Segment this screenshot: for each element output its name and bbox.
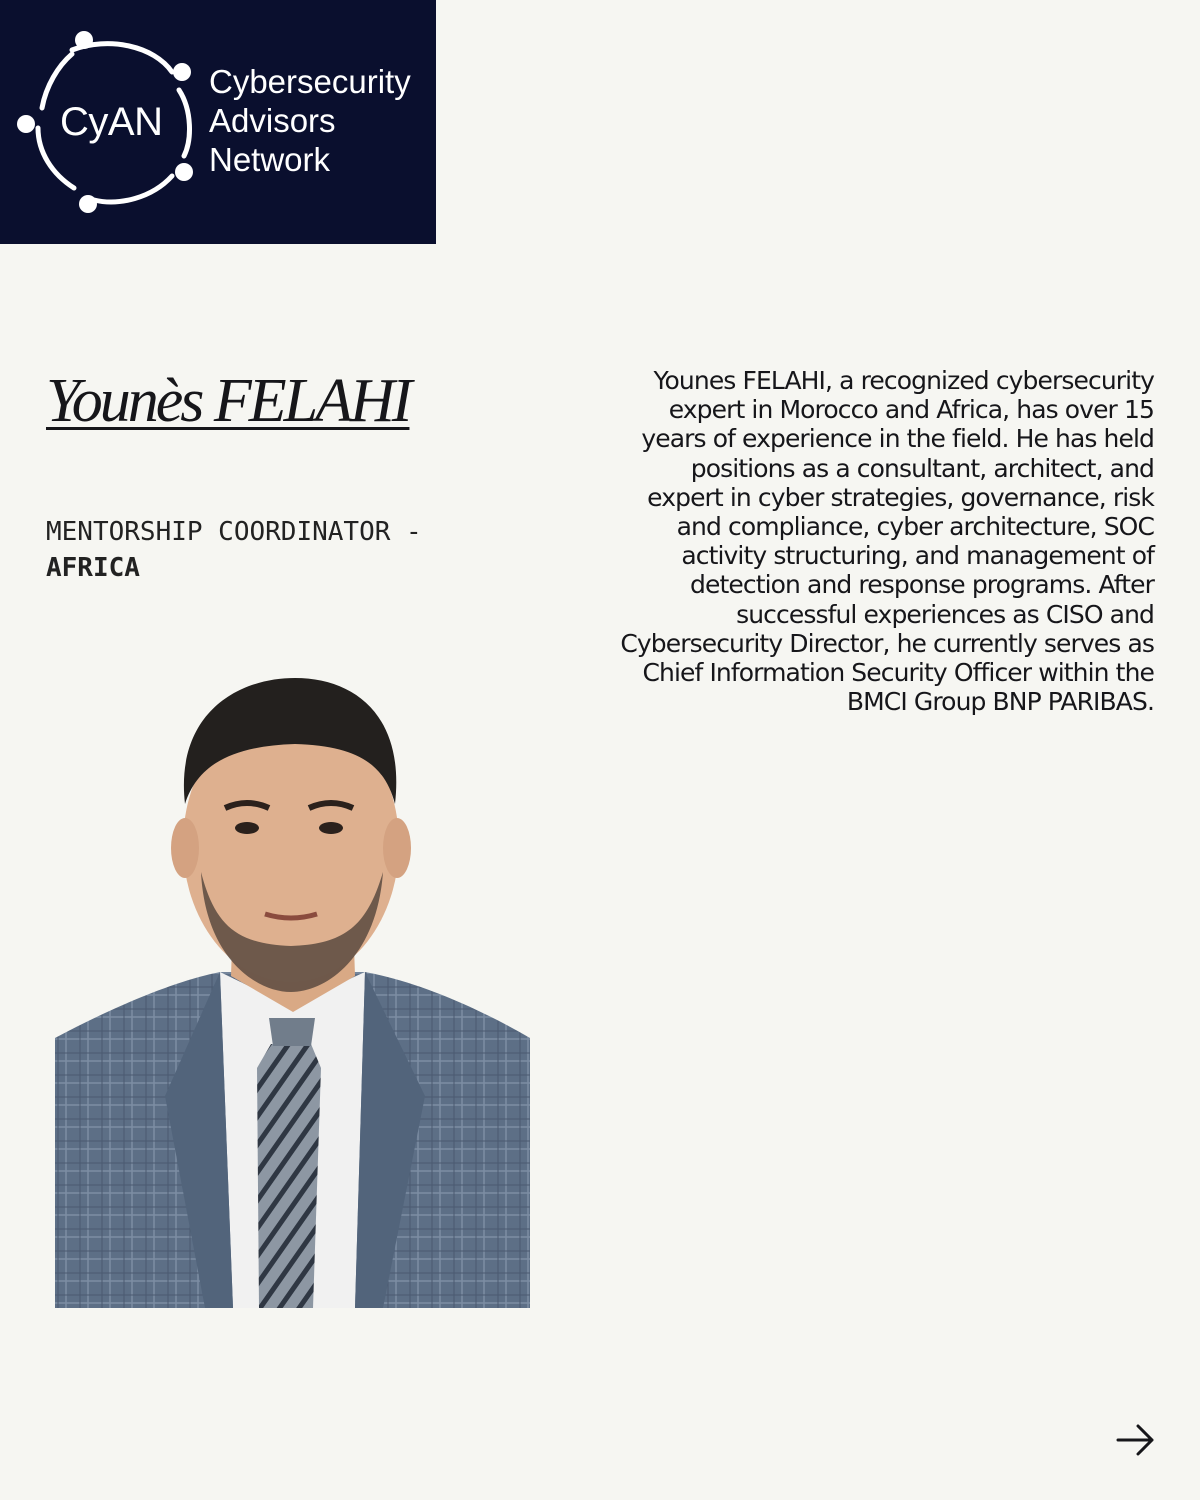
role-region: AFRICA [46, 553, 140, 583]
profile-photo [55, 676, 530, 1308]
role-title [46, 514, 422, 586]
role-prefix: MENTORSHIP COORDINATOR - [46, 517, 422, 547]
logo-name-line: Advisors [209, 102, 336, 139]
cyan-logo [0, 0, 436, 244]
person-name: Younès FELAHI [46, 367, 410, 435]
logo-abbreviation: CyAN [60, 100, 163, 144]
bio-text: Younes FELAHI, a recognized cybersecurity expert in Morocco and Africa, has over 15 years of experience in the field. He has held positions as a consultant, architect, and expert in cyber strategies, governance, risk and compliance, cyber architecture, SOC activity structuring, and management of detection and response programs. After successful experiences as CISO and Cybersecurity Director, he currently serves as Chief Information Security Officer within the BMCI Group BNP PARIBAS. [620, 366, 1154, 717]
logo-name-line: Network [209, 141, 331, 178]
logo-name-line: Cybersecurity [209, 63, 411, 100]
logo-organization-name [209, 62, 411, 179]
arrow-right-icon[interactable] [1116, 1422, 1156, 1458]
